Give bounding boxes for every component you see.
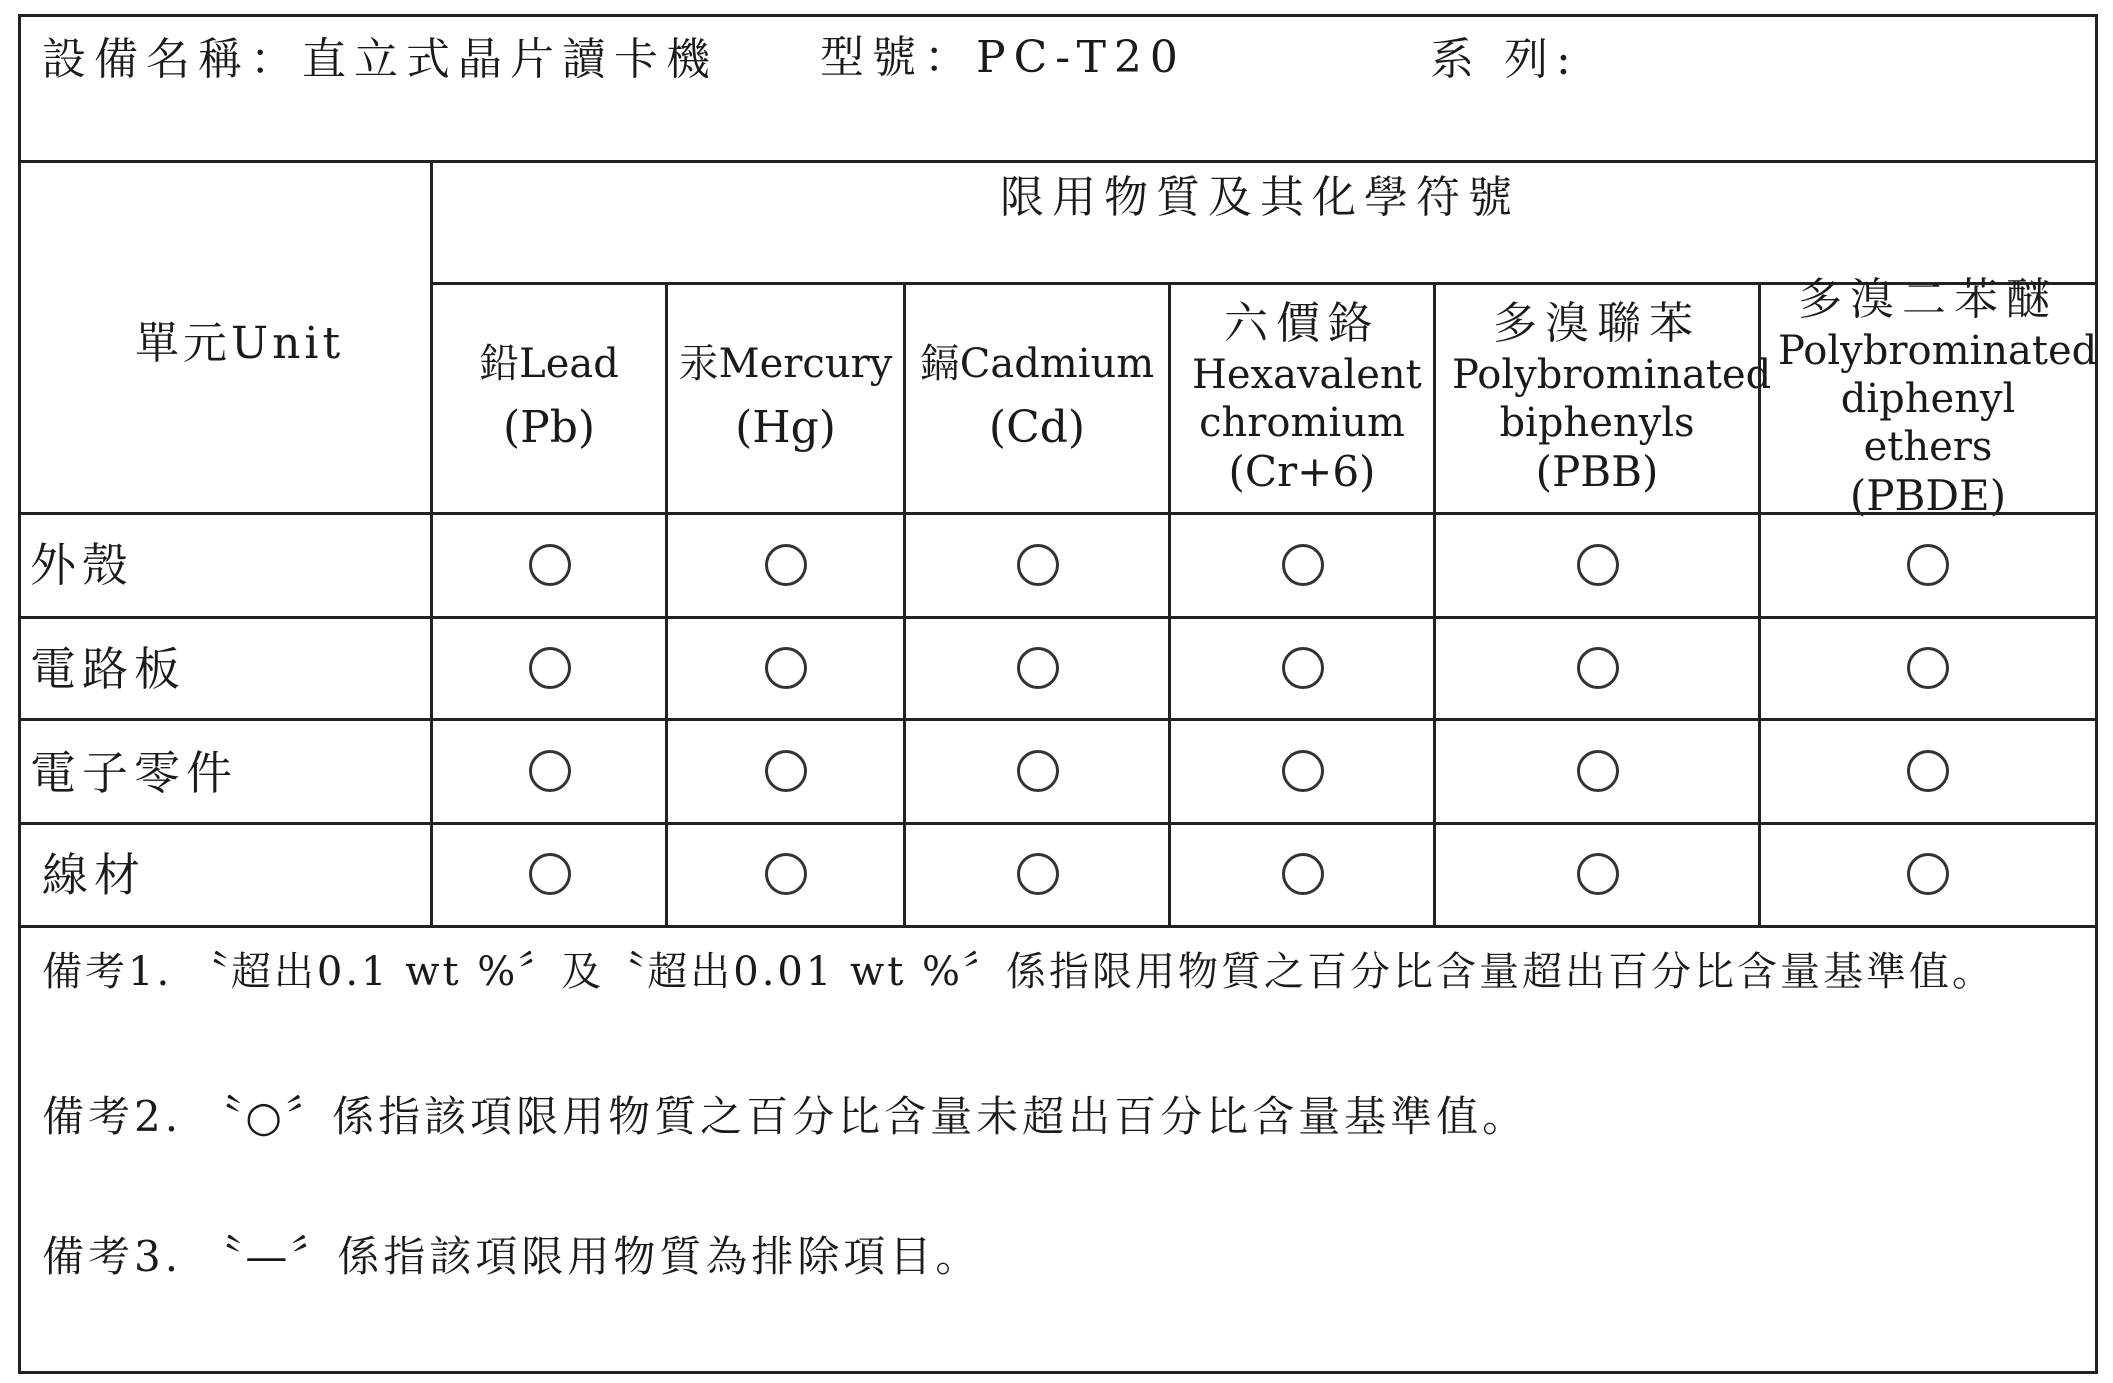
compliance-circle-mark	[1282, 853, 1324, 895]
row-label-housing: 外殼	[30, 538, 134, 592]
model-number: 型號：PC-T20	[820, 32, 1186, 83]
compliance-circle-mark	[1577, 647, 1619, 689]
row-divider-header	[18, 512, 2098, 515]
note-1: 備考1. 〝超出0.1 wt %〞及〝超出0.01 wt %〞係指限用物質之百分比含量超出百分比含量基準值。	[42, 949, 1996, 995]
substance-lead-name: 鉛Lead	[479, 341, 619, 388]
compliance-circle-mark	[1907, 853, 1949, 895]
substance-pbb-symbol: (PBB)	[1535, 446, 1659, 496]
compliance-circle-mark	[765, 544, 807, 586]
compliance-circle-mark	[1282, 544, 1324, 586]
device-name: 設備名稱：直立式晶片讀卡機	[42, 34, 718, 85]
restricted-substances-header: 限用物質及其化學符號	[1000, 172, 1520, 223]
substance-chromium-symbol: (Cr+6)	[1228, 446, 1376, 496]
substance-mercury-symbol: (Hg)	[735, 402, 836, 454]
compliance-circle-mark	[765, 647, 807, 689]
note-3: 備考3. 〝—〞係指該項限用物質為排除項目。	[42, 1232, 982, 1281]
compliance-circle-mark	[1282, 647, 1324, 689]
compliance-circle-mark	[765, 853, 807, 895]
compliance-circle-mark	[1907, 750, 1949, 792]
row-label-electronic-parts: 電子零件	[30, 746, 238, 800]
unit-header: 單元Unit	[135, 318, 345, 369]
row-divider-4	[18, 925, 2098, 928]
substance-cadmium-name: 鎘Cadmium	[919, 341, 1155, 388]
compliance-circle-mark	[1282, 750, 1324, 792]
row-label-cables: 線材	[42, 848, 146, 902]
row-label-circuit-board: 電路板	[30, 642, 186, 696]
substance-lead-symbol: (Pb)	[502, 402, 596, 454]
substance-pbde	[1761, 273, 2098, 520]
substance-mercury-name: 汞Mercury	[678, 341, 893, 388]
header-divider	[18, 160, 2098, 163]
row-divider-2	[18, 718, 2098, 721]
compliance-circle-mark	[529, 853, 571, 895]
compliance-circle-mark	[1907, 647, 1949, 689]
compliance-circle-mark	[529, 750, 571, 792]
compliance-circle-mark	[1577, 853, 1619, 895]
substance-cadmium-symbol: (Cd)	[988, 402, 1086, 454]
note-2: 備考2. 〝○〞係指該項限用物質之百分比含量未超出百分比含量基準值。	[42, 1092, 1529, 1141]
substance-pbde-cn: 多溴二苯醚	[1798, 273, 2058, 325]
substance-lead	[433, 285, 665, 510]
compliance-circle-mark	[1017, 853, 1059, 895]
series-label: 系 列:	[1430, 34, 1579, 85]
compliance-circle-mark	[1577, 750, 1619, 792]
compliance-circle-mark	[1017, 544, 1059, 586]
compliance-circle-mark	[529, 647, 571, 689]
substance-pbb	[1436, 285, 1772, 510]
substance-hexavalent-chromium	[1171, 285, 1433, 510]
compliance-circle-mark	[1017, 750, 1059, 792]
substance-mercury	[668, 285, 903, 510]
substance-pbb-cn: 多溴聯苯	[1493, 297, 1701, 349]
compliance-circle-mark	[1907, 544, 1949, 586]
substance-chromium-en: Hexavalent chromium	[1192, 351, 1422, 446]
compliance-circle-mark	[1017, 647, 1059, 689]
compliance-circle-mark	[529, 544, 571, 586]
row-divider-3	[18, 822, 2098, 825]
compliance-circle-mark	[765, 750, 807, 792]
substance-pbde-symbol: (PBDE)	[1849, 470, 2007, 520]
substance-cadmium	[906, 285, 1168, 510]
compliance-circle-mark	[1577, 544, 1619, 586]
unit-column-divider	[430, 160, 433, 925]
substance-pbb-en: Polybrominated biphenyls	[1452, 351, 1772, 446]
row-divider-1	[18, 616, 2098, 619]
substance-pbde-en: Polybrominated diphenyl ethers	[1778, 327, 2098, 470]
substance-chromium-cn: 六價鉻	[1224, 297, 1380, 349]
